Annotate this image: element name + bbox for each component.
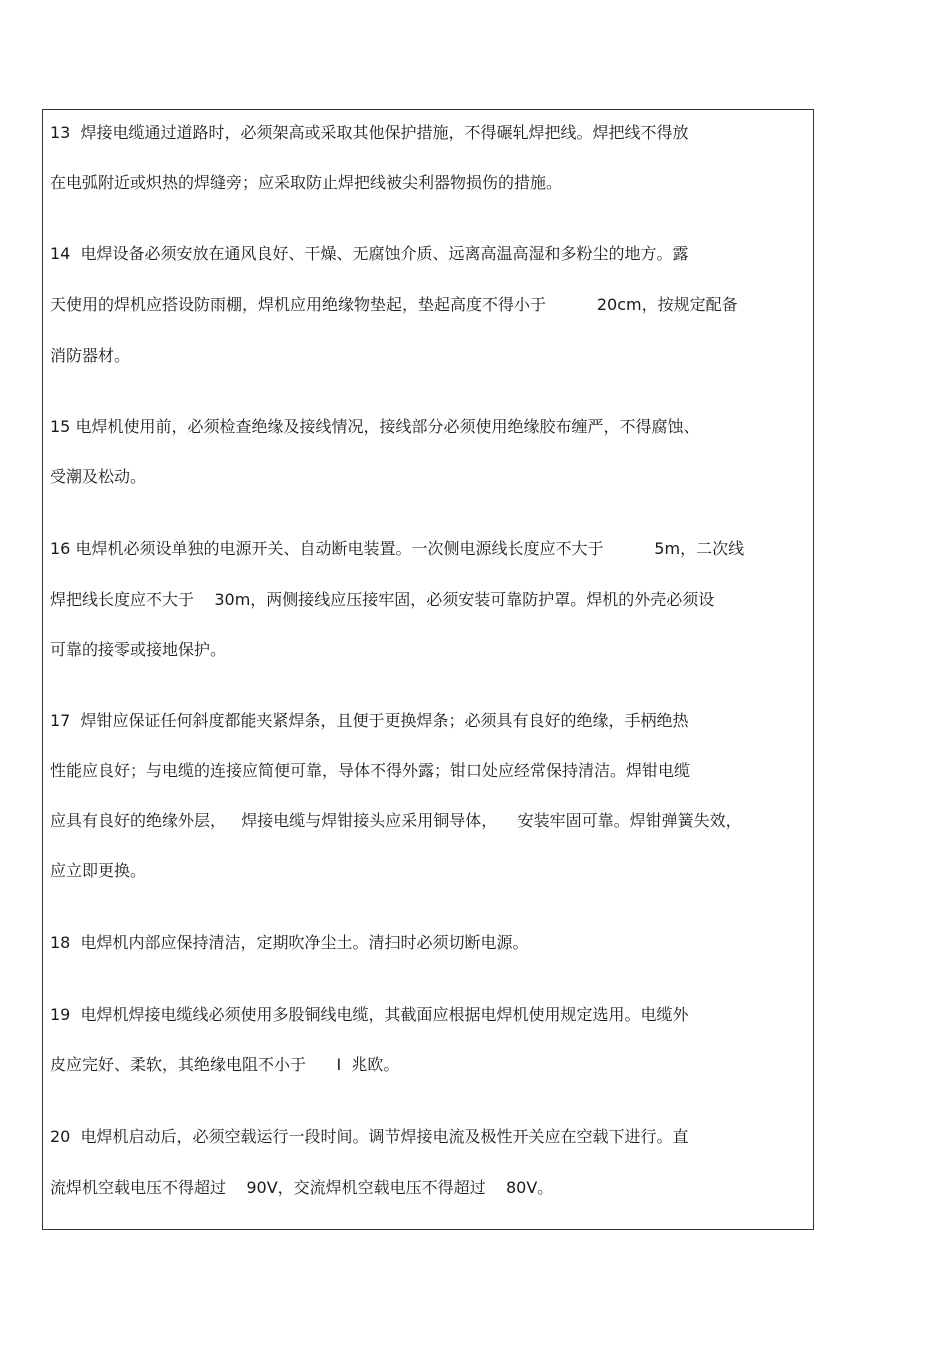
text-line: 受潮及松动。 <box>50 467 147 486</box>
text-line: 应立即更换。 <box>50 861 147 880</box>
text-line: 消防器材。 <box>50 346 131 365</box>
text-line: 16 电焊机必须设单独的电源开关、自动断电装置。一次侧电源线长度应不大于 5m，二次线 <box>50 539 745 558</box>
text-line: 皮应完好、柔软，其绝缘电阻不小于 I 兆欧。 <box>50 1055 400 1074</box>
text-line: 19 电焊机焊接电缆线必须使用多股铜线电缆，其截面应根据电焊机使用规定选用。电缆外 <box>50 1005 689 1024</box>
text-line: 15 电焊机使用前，必须检查绝缘及接线情况，接线部分必须使用绝缘胶布缠严，不得腐蚀、 <box>50 417 700 436</box>
text-line: 在电弧附近或炽热的焊缝旁；应采取防止焊把线被尖利器物损伤的措施。 <box>50 173 563 192</box>
text-line: 可靠的接零或接地保护。 <box>50 640 227 659</box>
text-line: 焊把线长度应不大于 30m，两侧接线应压接牢固，必须安装可靠防护罩。焊机的外壳必须设 <box>50 590 715 609</box>
text-line: 13 焊接电缆通过道路时，必须架高或采取其他保护措施，不得碾轧焊把线。焊把线不得放 <box>50 123 689 142</box>
text-line: 天使用的焊机应搭设防雨棚，焊机应用绝缘物垫起，垫起高度不得小于 20cm，按规定配备 <box>50 295 738 314</box>
text-line: 流焊机空载电压不得超过 90V，交流焊机空载电压不得超过 80V。 <box>50 1178 554 1197</box>
text-line: 17 焊钳应保证任何斜度都能夹紧焊条，且便于更换焊条；必须具有良好的绝缘，手柄绝热 <box>50 711 689 730</box>
text-line: 应具有良好的绝缘外层， 焊接电缆与焊钳接头应采用铜导体， 安装牢固可靠。焊钳弹簧失效， <box>50 811 742 830</box>
text-line: 14 电焊设备必须安放在通风良好、干燥、无腐蚀介质、远离高温高湿和多粉尘的地方。露 <box>50 244 689 263</box>
text-line: 18 电焊机内部应保持清洁，定期吹净尘土。清扫时必须切断电源。 <box>50 933 529 952</box>
text-line: 性能应良好；与电缆的连接应简便可靠，导体不得外露；钳口处应经常保持清洁。焊钳电缆 <box>50 761 691 780</box>
text-line: 20 电焊机启动后，必须空载运行一段时间。调节焊接电流及极性开关应在空载下进行。直 <box>50 1127 689 1146</box>
